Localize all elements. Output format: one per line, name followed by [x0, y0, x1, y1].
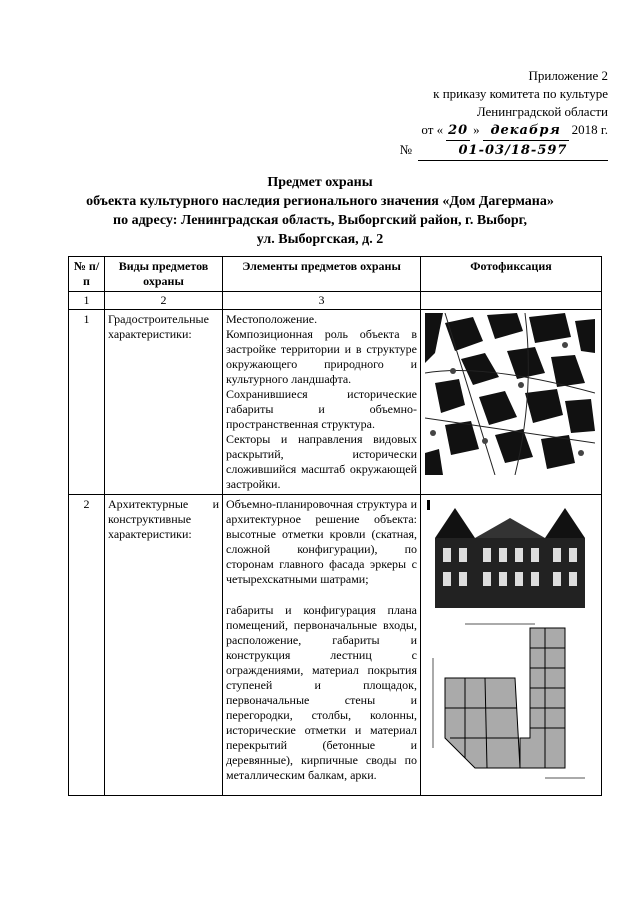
protection-table	[68, 256, 602, 796]
row-elements	[223, 310, 421, 495]
facade-photo-cell	[421, 495, 602, 796]
appendix-region-line: Ленинградской области	[476, 104, 608, 119]
appendix-number-line	[396, 141, 608, 161]
column-numbering-row	[69, 292, 602, 310]
title-line-2: объекта культурного наследия регионального значения «Дом Дагермана»	[86, 194, 554, 209]
title-line-4: ул. Выборгская, д. 2	[256, 232, 384, 247]
element-text: Секторы и направления видовых раскрытий, исторически сложившийся масштаб окружающей застройки.	[226, 432, 417, 491]
date-month: декабря	[483, 122, 569, 141]
row-number: 2	[69, 495, 105, 796]
facade-image	[425, 498, 595, 608]
number-prefix: №	[399, 142, 412, 157]
element-text: Объемно-планировочная структура и архитектурное решение объекта: высотные отметки кровли (скатная, сложной конфигурации), по сторонам главного фасада эркеры с четырехскатными шатрами;	[226, 497, 417, 586]
table-row	[69, 495, 602, 796]
appendix-title: Приложение 2	[528, 68, 608, 83]
date-year: 2018 г.	[571, 122, 608, 137]
document-title	[40, 173, 600, 249]
appendix-date-line	[396, 121, 608, 141]
title-line-3: по адресу: Ленинградская область, Выборгский район, г. Выборг,	[113, 213, 527, 228]
table-row	[69, 310, 602, 495]
aerial-photo-cell	[421, 310, 602, 495]
date-prefix: от «	[421, 122, 444, 137]
element-text: Композиционная роль объекта в застройке территории и в структуре окружающего природного и культурного ландшафта.	[226, 327, 417, 386]
date-day: 20	[446, 122, 470, 141]
date-mid: »	[473, 122, 480, 137]
header-num: № п/п	[69, 257, 105, 292]
row-number: 1	[69, 310, 105, 495]
order-number: 01-03/18-597	[418, 142, 608, 161]
col-number-4	[421, 292, 602, 310]
col-number-2: 2	[105, 292, 223, 310]
aerial-map-image	[425, 313, 595, 475]
header-type: Виды предметов охраны	[105, 257, 223, 292]
header-elements: Элементы предметов охраны	[223, 257, 421, 292]
row-elements	[223, 495, 421, 796]
title-line-1: Предмет охраны	[267, 175, 373, 190]
row-type: Градостроительные характеристики:	[105, 310, 223, 495]
row-type: Архитектурные и конструктивные характеристики:	[105, 495, 223, 796]
table-header-row	[69, 257, 602, 292]
element-text: габариты и конфигурация плана помещений, первоначальные входы, расположение, габариты и конструкция лестниц с ограждениями, материал покрытия ступеней и площадок, первоначальные стены и перегородки, столбы, колонны, исторические отметки и материал перекрытий (бетонные и деревянные), кирпичные своды по металлическим балкам, арки.	[226, 603, 417, 782]
element-text: Местоположение.	[226, 312, 318, 326]
element-text: Сохранившиеся исторические габариты и объемно-пространственная структура.	[226, 387, 417, 431]
floor-plan-image	[425, 618, 595, 788]
col-number-1: 1	[69, 292, 105, 310]
header-photo: Фотофиксация	[421, 257, 602, 292]
appendix-order-line: к приказу комитета по культуре	[433, 86, 608, 101]
appendix-block	[396, 67, 608, 161]
col-number-3: 3	[223, 292, 421, 310]
